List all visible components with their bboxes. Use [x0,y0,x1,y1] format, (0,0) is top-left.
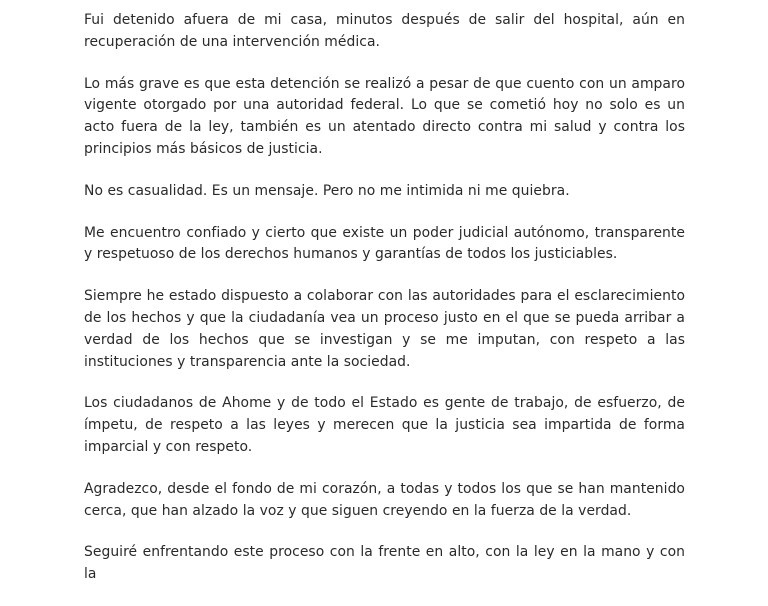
document-body [84,10,685,606]
paragraph-1: Fui detenido afuera de mi casa, minutos después de salir del hospital, aún en recuperación de una intervención médica. [84,12,685,50]
paragraph-8: Seguiré enfrentando este proceso con la frente en alto, con la ley en la mano y con la [84,544,685,583]
paragraph-3: No es casualidad. Es un mensaje. Pero no me intimida ni me quiebra. [84,182,570,199]
paragraph-6: Los ciudadanos de Ahome y de todo el Estado es gente de trabajo, de esfuerzo, de ímpetu, de respeto a las leyes y merecen que la justicia sea impartida de forma imparcial y con respeto. [84,395,685,455]
paragraph-4: Me encuentro confiado y cierto que existe un poder judicial autónomo, transparente y respetuoso de los derechos humanos y garantías de todos los justiciables. [84,224,685,263]
paragraph-2: Lo más grave es que esta detención se realizó a pesar de que cuento con un amparo vigente otorgado por una autoridad federal. Lo que se cometió hoy no solo es un acto fuera de la ley, también es un atentado directo contra mi salud y contra los principios más básicos de justicia. [84,75,685,157]
paragraph-5: Siempre he estado dispuesto a colaborar con las autoridades para el esclarecimiento de los hechos y que la ciudadanía vea un proceso justo en el que se pueda arribar a verdad de los hechos que se investigan y se me imputan, con respeto a las instituciones y transparencia ante la sociedad. [84,288,685,370]
paragraph-7: Agradezco, desde el fondo de mi corazón, a todas y todos los que se han mantenido cerca, que han alzado la voz y que siguen creyendo en la fuerza de la verdad. [84,480,685,519]
